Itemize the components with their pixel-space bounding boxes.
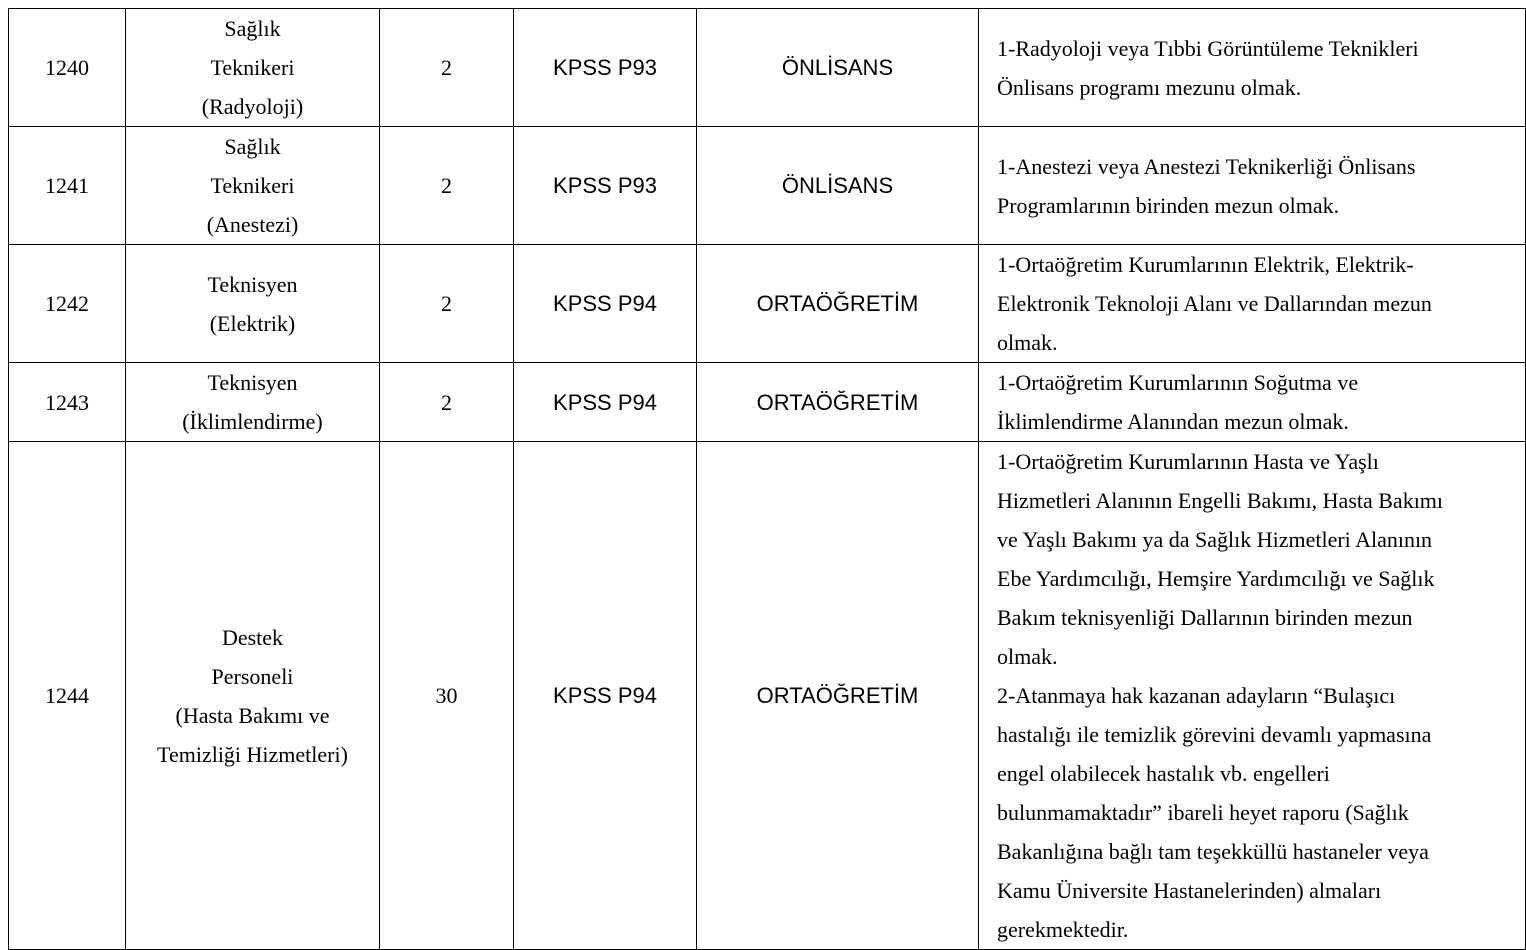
position-title: [126, 363, 380, 442]
education-level: ORTAÖĞRETİM: [697, 363, 979, 442]
position-title: [126, 9, 380, 127]
title-line: (Hasta Bakımı ve: [175, 702, 330, 728]
qualification-requirements: [979, 9, 1526, 127]
position-count: 2: [380, 245, 514, 363]
requirement-line: Bakanlığına bağlı tam teşekküllü hastaneler veya: [997, 839, 1429, 864]
table-row: [9, 245, 1526, 363]
requirement-line: Önlisans programı mezunu olmak.: [997, 74, 1302, 100]
kpss-score-type: KPSS P94: [514, 363, 697, 442]
requirement-line: hastalığı ile temizlik görevini devamlı yapmasına: [997, 722, 1432, 747]
title-line: Temizliği Hizmetleri): [157, 741, 348, 767]
requirement-line: Bakım teknisyenliği Dallarının birinden mezun: [997, 605, 1413, 630]
title-line: Teknikeri: [210, 55, 295, 80]
requirement-line: bulunmamaktadır” ibareli heyet raporu (Sağlık: [997, 800, 1409, 825]
requirement-line: İklimlendirme Alanından mezun olmak.: [997, 409, 1349, 434]
title-line: Personeli: [211, 663, 294, 689]
qualification-requirements: [979, 127, 1526, 245]
requirement-line: 1-Radyoloji veya Tıbbi Görüntüleme Teknikleri: [997, 35, 1419, 61]
position-code: 1242: [9, 245, 126, 363]
requirement-line: 1-Anestezi veya Anestezi Teknikerliği Önlisans: [997, 153, 1416, 179]
title-line: (İklimlendirme): [182, 409, 323, 434]
position-count: 2: [380, 127, 514, 245]
position-count: 30: [380, 442, 514, 950]
requirement-line: 1-Ortaöğretim Kurumlarının Soğutma ve: [997, 370, 1359, 395]
position-code: 1244: [9, 442, 126, 950]
positions-table: [8, 8, 1526, 950]
requirement-line: gerekmektedir.: [997, 917, 1129, 942]
requirement-line: 2-Atanmaya hak kazanan adayların “Bulaşıcı: [997, 683, 1396, 708]
requirement-line: 1-Ortaöğretim Kurumlarının Hasta ve Yaşlı: [997, 449, 1379, 474]
position-count: 2: [380, 9, 514, 127]
requirement-line: 1-Ortaöğretim Kurumlarının Elektrik, Elektrik-: [997, 252, 1414, 277]
requirement-line: ve Yaşlı Bakımı ya da Sağlık Hizmetleri Alanının: [997, 527, 1433, 552]
table-row: [9, 363, 1526, 442]
position-code: 1243: [9, 363, 126, 442]
title-line: Sağlık: [224, 134, 281, 159]
position-code: 1240: [9, 9, 126, 127]
requirement-line: engel olabilecek hastalık vb. engelleri: [997, 761, 1330, 786]
requirement-line: Programlarının birinden mezun olmak.: [997, 192, 1340, 218]
title-line: Teknisyen: [207, 271, 298, 297]
kpss-score-type: KPSS P94: [514, 245, 697, 363]
title-line: Sağlık: [224, 16, 281, 41]
qualification-requirements: [979, 245, 1526, 363]
qualification-requirements: [979, 442, 1526, 950]
title-line: (Anestezi): [206, 212, 299, 237]
position-title: [126, 442, 380, 950]
position-title: [126, 127, 380, 245]
requirement-line: olmak.: [997, 644, 1058, 669]
table-row: [9, 9, 1526, 127]
education-level: ÖNLİSANS: [697, 9, 979, 127]
education-level: ORTAÖĞRETİM: [697, 442, 979, 950]
requirement-line: olmak.: [997, 330, 1058, 355]
title-line: Destek: [221, 624, 284, 650]
title-line: (Radyoloji): [201, 94, 304, 119]
education-level: ORTAÖĞRETİM: [697, 245, 979, 363]
title-line: Teknisyen: [207, 370, 298, 395]
requirement-line: Hizmetleri Alanının Engelli Bakımı, Hasta Bakımı: [997, 488, 1444, 513]
position-title: [126, 245, 380, 363]
table-row: [9, 127, 1526, 245]
kpss-score-type: KPSS P93: [514, 127, 697, 245]
kpss-score-type: KPSS P94: [514, 442, 697, 950]
title-line: (Elektrik): [209, 310, 296, 336]
requirement-line: Kamu Üniversite Hastanelerinden) almaları: [997, 878, 1382, 903]
requirement-line: Elektronik Teknoloji Alanı ve Dallarından mezun: [997, 291, 1432, 316]
requirement-line: Ebe Yardımcılığı, Hemşire Yardımcılığı ve Sağlık: [997, 566, 1435, 591]
position-code: 1241: [9, 127, 126, 245]
position-count: 2: [380, 363, 514, 442]
table-row: [9, 442, 1526, 950]
positions-table-body: [9, 9, 1526, 950]
kpss-score-type: KPSS P93: [514, 9, 697, 127]
education-level: ÖNLİSANS: [697, 127, 979, 245]
title-line: Teknikeri: [210, 173, 295, 198]
qualification-requirements: [979, 363, 1526, 442]
